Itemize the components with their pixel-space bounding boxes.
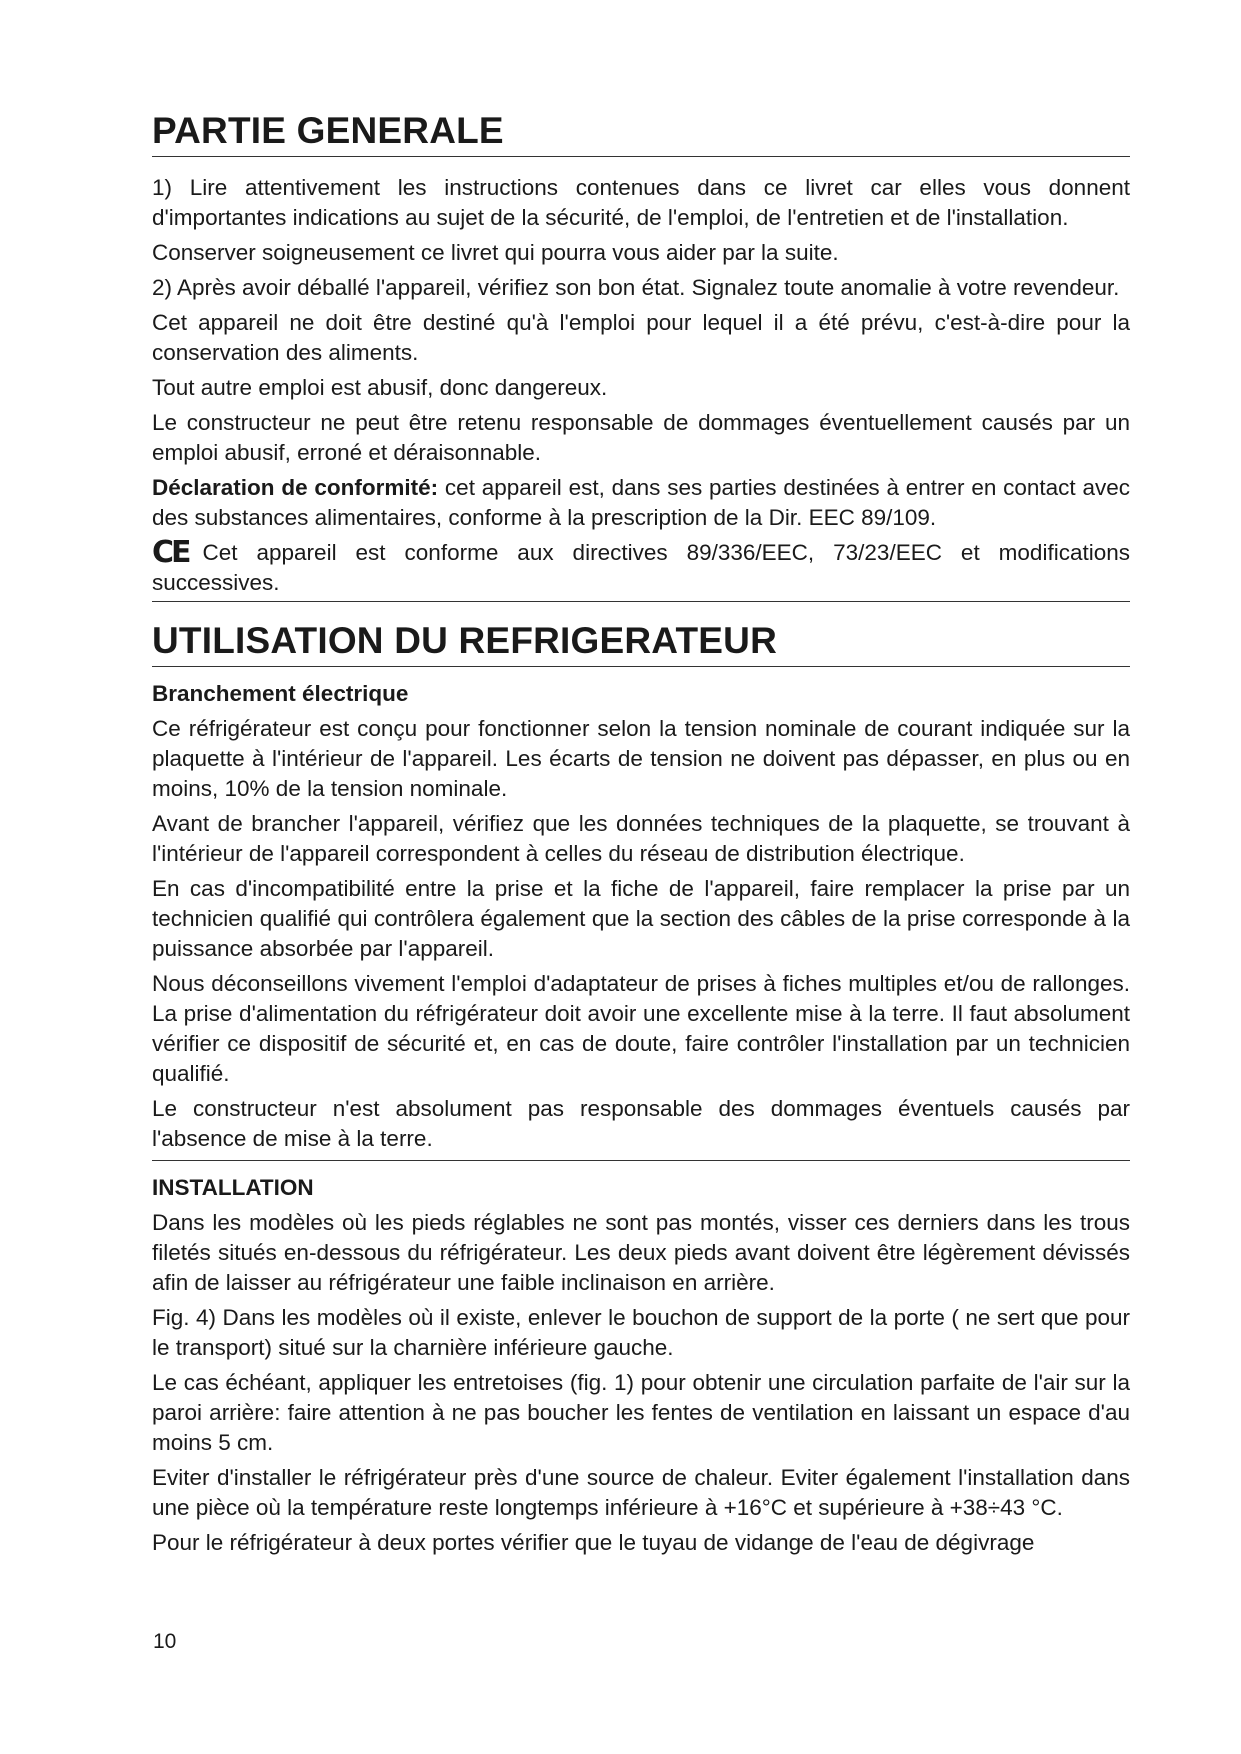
ce-paragraph — [152, 535, 1130, 598]
paragraph: Conserver soigneusement ce livret qui pourra vous aider par la suite. — [152, 240, 839, 265]
conformity-paragraph — [152, 473, 1130, 533]
paragraph: Dans les modèles où les pieds réglables ne sont pas montés, visser ces derniers dans les trous filetés situés en-dessous du réfrigérateur. Les deux pieds avant doivent être légèrement dévissés afin de laisser au réfrigérateur une faible inclinaison en arrière. — [152, 1210, 1130, 1295]
paragraph: Fig. 4) Dans les modèles où il existe, enlever le bouchon de support de la porte ( ne sert que pour le transport) situé sur la charnière inférieure gauche. — [152, 1305, 1130, 1360]
document-page — [152, 110, 1130, 1558]
paragraph: Ce réfrigérateur est conçu pour fonctionner selon la tension nominale de courant indiquée sur la plaquette à l'intérieur de l'appareil. Les écarts de tension ne doivent pas dépasser, en plus ou en moins, 10% de la tension nominale. — [152, 716, 1130, 801]
paragraph: Tout autre emploi est abusif, donc dangereux. — [152, 375, 608, 400]
paragraph: Nous déconseillons vivement l'emploi d'adaptateur de prises à fiches multiples et/ou de rallonges. La prise d'alimentation du réfrigérateur doit avoir une excellente mise à la terre. Il faut absolument vérifier ce dispositif de sécurité et, en cas de doute, faire contrôler l'installation par un technicien qualifié. — [152, 971, 1130, 1086]
paragraph: Le constructeur ne peut être retenu responsable de dommages éventuellement causés par un emploi abusif, erroné et déraisonnable. — [152, 410, 1130, 465]
conformity-label: Déclaration de conformité: — [152, 475, 439, 500]
conformity-text: cet appareil est, dans ses parties destinées à entrer en contact avec des substances alimentaires, conforme à la prescription de la Dir. EEC 89/109. — [152, 475, 1130, 530]
section-title-partie-generale: PARTIE GENERALE — [152, 110, 1130, 157]
paragraph: 2) Après avoir déballé l'appareil, vérifiez son bon état. Signalez toute anomalie à votre revendeur. — [152, 275, 1120, 300]
paragraph: En cas d'incompatibilité entre la prise et la fiche de l'appareil, faire remplacer la prise par un technicien qualifié qui contrôlera également que la section des câbles de la prise corresponde à la puissance absorbée par l'appareil. — [152, 876, 1130, 961]
subheading-installation: INSTALLATION — [152, 1175, 314, 1200]
paragraph: 1) Lire attentivement les instructions contenues dans ce livret car elles vous donnent d'importantes indications au sujet de la sécurité, de l'emploi, de l'entretien et de l'installation. — [152, 175, 1130, 230]
section-title-utilisation: UTILISATION DU REFRIGERATEUR — [152, 620, 1130, 667]
paragraph: Pour le réfrigérateur à deux portes vérifier que le tuyau de vidange de l'eau de dégivrage — [152, 1530, 1035, 1555]
ce-text: Cet appareil est conforme aux directives 89/336/EEC, 73/23/EEC et modifications successives. — [152, 540, 1130, 595]
paragraph: Avant de brancher l'appareil, vérifiez que les données techniques de la plaquette, se trouvant à l'intérieur de l'appareil correspondent à celles du réseau de distribution électrique. — [152, 811, 1130, 866]
subheading-branchement: Branchement électrique — [152, 681, 409, 706]
paragraph: Le cas échéant, appliquer les entretoises (fig. 1) pour obtenir une circulation parfaite de l'air sur la paroi arrière: faire attention à ne pas boucher les fentes de ventilation en laissant un espace d'au moins 5 cm. — [152, 1370, 1130, 1455]
paragraph: Le constructeur n'est absolument pas responsable des dommages éventuels causés par l'absence de mise à la terre. — [152, 1096, 1130, 1151]
page-number: 10 — [153, 1630, 177, 1653]
paragraph: Eviter d'installer le réfrigérateur près d'une source de chaleur. Eviter également l'installation dans une pièce où la température reste longtemps inférieure à +16°C et supérieure à +38÷43 °C. — [152, 1465, 1130, 1520]
ce-mark-icon: CE — [152, 535, 189, 570]
paragraph: Cet appareil ne doit être destiné qu'à l'emploi pour lequel il a été prévu, c'est-à-dire pour la conservation des aliments. — [152, 310, 1130, 365]
